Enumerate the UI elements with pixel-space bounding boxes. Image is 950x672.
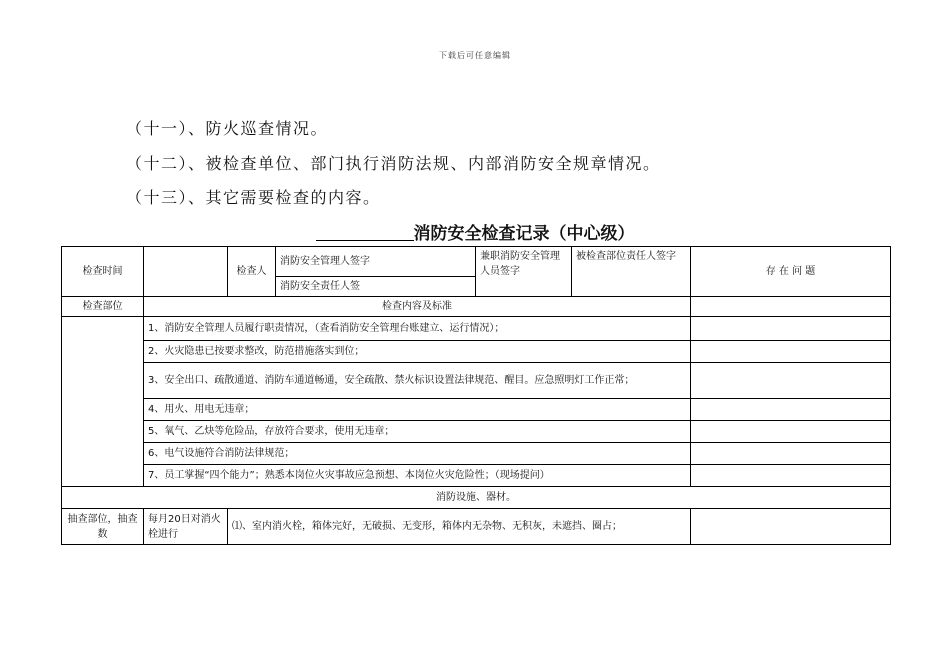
issues-cell-header-row[interactable] [691,297,891,317]
header-note: 下载后可任意编辑 [439,51,511,60]
check-item-7: 7、员工掌握“四个能力”；熟悉本岗位火灾事故应急预想、本岗位火灾危险性；（现场提问） [144,465,691,487]
issues-header [691,247,891,297]
issues-cell-1[interactable] [691,317,891,341]
issues-cell-6[interactable] [691,443,891,465]
inspected-location-label: 检查部位 [62,297,144,317]
parttime-manager-sign-label: 兼职消防安全管理人员签字 [476,247,572,297]
facilities-header: 消防设施、器材。 [62,487,891,509]
content-standard-header: 检查内容及标准 [144,297,691,317]
inspected-dept-sign-label: 被检查部位责任人签字 [572,247,691,297]
record-title [0,219,950,244]
issues-cell-hydrant[interactable] [691,509,891,545]
paragraph-patrol: （十一）、防火巡查情况。 [126,119,329,138]
inspector-label: 检查人 [228,247,276,297]
title-blank-line [316,224,414,241]
issues-cell-2[interactable] [691,341,891,363]
issues-header-text: 存 在 问 题 [765,266,816,277]
title-text: 消防安全检查记录（中心级） [413,224,635,244]
paragraph-regulations: （十二）、被检查单位、部门执行消防法规、内部消防安全规章情况。 [126,154,661,173]
issues-cell-7[interactable] [691,465,891,487]
inspection-table [61,246,891,545]
check-item-1: 1、消防安全管理人员履行职责情况，（查看消防安全管理台账建立、运行情况）； [144,317,691,341]
hydrant-item: ⑴、室内消火栓，箱体完好，无破损、无变形，箱体内无杂物、无积灰，未遮挡、圈占； [228,509,691,545]
safety-responsible-sign-label: 消防安全责任人签 [276,277,476,297]
inspected-location-cell[interactable] [62,317,144,487]
inspection-time-value[interactable] [144,247,228,297]
issues-cell-4[interactable] [691,399,891,421]
issues-cell-5[interactable] [691,421,891,443]
check-item-6: 6、电气设施符合消防法律规范； [144,443,691,465]
inspection-time-label: 检查时间 [62,247,144,297]
check-item-5: 5、氧气、乙炔等危险品，存放符合要求，使用无违章； [144,421,691,443]
monthly-check-label: 每月20日对消火栓进行 [144,509,228,545]
safety-manager-sign-label: 消防安全管理人签字 [276,247,476,277]
check-item-2: 2、火灾隐患已按要求整改，防范措施落实到位； [144,341,691,363]
paragraph-other: （十三）、其它需要检查的内容。 [126,188,381,207]
issues-cell-3[interactable] [691,363,891,399]
check-item-4: 4、用火、用电无违章； [144,399,691,421]
sample-location-label: 抽查部位，抽查数 [62,509,144,545]
check-item-3: 3、安全出口、疏散通道、消防车通道畅通，安全疏散、禁火标识设置法律规范、醒目。应急照明灯工作正常； [144,363,691,399]
